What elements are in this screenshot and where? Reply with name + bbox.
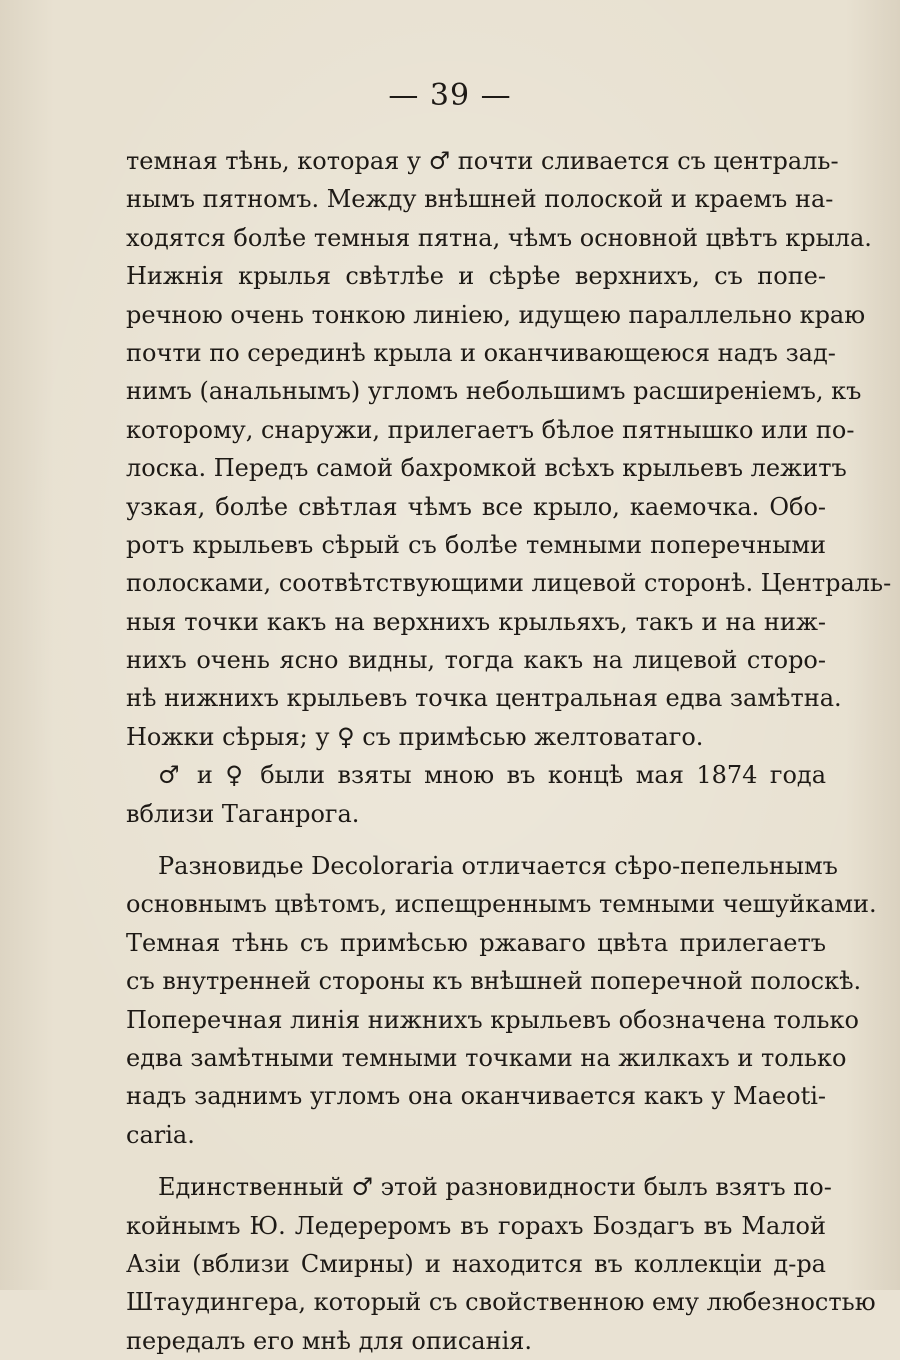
text-line: нѣ нижнихъ крыльевъ точка центральная едва замѣтна. <box>126 684 842 713</box>
text-line: нымъ пятномъ. Между внѣшней полоской и краемъ на- <box>126 185 834 214</box>
text-line: надъ заднимъ угломъ она оканчивается какъ у Maeoti- <box>126 1082 826 1111</box>
text-line: нихъ очень ясно видны, тогда какъ на лицевой сторо- <box>126 646 826 675</box>
text-line: узкая, болѣе свѣтлая чѣмъ все крыло, каемочка. Обо- <box>126 492 826 521</box>
text-line: полосками, соотвѣтствующими лицевой сторонѣ. Централь- <box>126 569 892 598</box>
text-line: съ внутренней стороны къ внѣшней поперечной полоскѣ. <box>126 967 862 996</box>
text-line: ходятся болѣе темныя пятна, чѣмъ основной цвѣтъ крыла. <box>126 223 872 252</box>
text-line: Штаудингера, который съ свойственною ему любезностью <box>126 1288 876 1317</box>
text-line: лоска. Передъ самой бахромкой всѣхъ крыльевъ лежитъ <box>126 454 847 483</box>
text-line: cariа. <box>126 1120 195 1149</box>
text-line: темная тѣнь, которая у ♂ почти сливается съ централь- <box>126 147 839 175</box>
body-text <box>126 142 892 1360</box>
text-line: ротъ крыльевъ сѣрый съ болѣе темными поперечными <box>126 530 826 559</box>
text-line: едва замѣтными темными точками на жилкахъ и только <box>126 1043 847 1072</box>
text-line: Азіи (вблизи Смирны) и находится въ коллекціи д-ра <box>126 1249 826 1278</box>
text-line: вблизи Таганрога. <box>126 799 360 828</box>
page-number: — 39 — <box>388 78 512 113</box>
text-line: Темная тѣнь съ примѣсью ржаваго цвѣта прилегаетъ <box>126 928 826 957</box>
text-line: койнымъ Ю. Ледерeромъ въ горахъ Боздагъ въ Малой <box>126 1211 826 1240</box>
text-line: речною очень тонкою линіею, идущею параллельно краю <box>126 300 866 329</box>
text-line: которому, снаружи, прилегаетъ бѣлое пятнышко или по- <box>126 415 855 444</box>
text-line: Поперечная линія нижнихъ крыльевъ обозначена только <box>126 1005 859 1034</box>
text-line: Разновидье Decolorariа отличается сѣро-пепельнымъ <box>158 852 838 881</box>
text-line: почти по серединѣ крыла и оканчивающеюся надъ зад- <box>126 338 836 367</box>
text-line: основнымъ цвѣтомъ, испещреннымъ темными чешуйками. <box>126 890 877 919</box>
text-line: передалъ его мнѣ для описанія. <box>126 1326 533 1355</box>
text-line: нимъ (анальнымъ) угломъ небольшимъ расширеніемъ, къ <box>126 377 862 406</box>
text-line: Ножки сѣрыя; у ♀ съ примѣсью желтоватаго. <box>126 722 704 751</box>
text-line: Нижнія крылья свѣтлѣе и сѣрѣе верхнихъ, съ попе- <box>126 262 826 291</box>
text-line: ныя точки какъ на верхнихъ крыльяхъ, такъ и на ниж- <box>126 607 826 636</box>
text-line: Единственный ♂ этой разновидности былъ взятъ по- <box>158 1173 832 1202</box>
text-line: ♂ и ♀ были взяты мною въ концѣ мая 1874 года <box>158 761 826 790</box>
